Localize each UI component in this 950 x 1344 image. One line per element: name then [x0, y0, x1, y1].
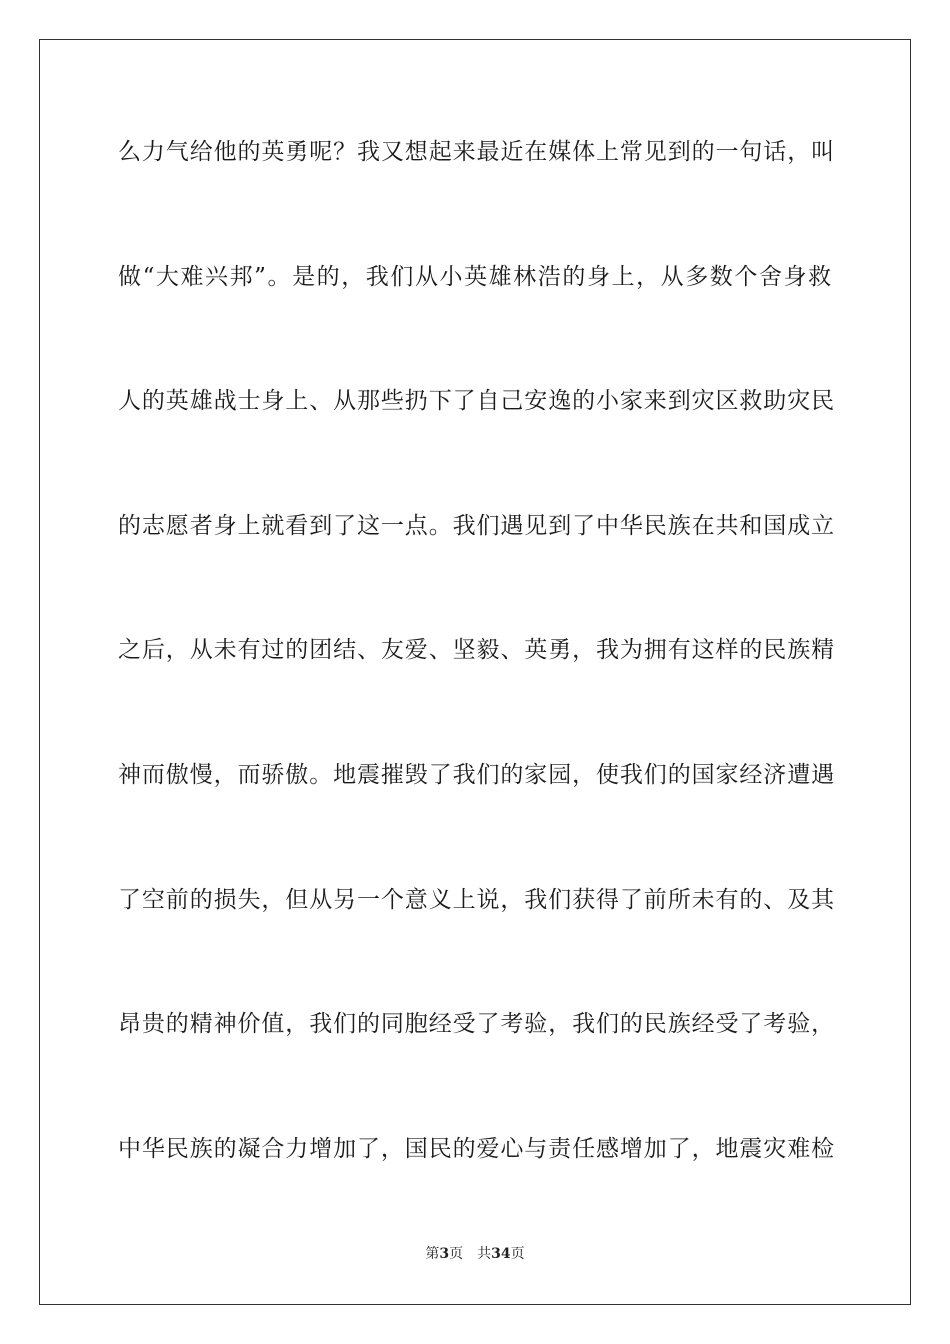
- page-prefix: 第: [425, 1246, 440, 1262]
- page-total: [477, 1246, 524, 1262]
- page-number: [425, 1246, 463, 1262]
- text-line: 的志愿者身上就看到了这一点。我们遇见到了中华民族在共和国成立: [118, 512, 835, 539]
- text-line: 么力气给他的英勇呢？我又想起来最近在媒体上常见到的一句话，叫: [118, 139, 835, 165]
- page-footer: [0, 1244, 950, 1264]
- text-line: 人的英雄战士身上、从那些扔下了自己安逸的小家来到灾区救助灾民: [118, 388, 835, 415]
- body-text: [118, 128, 835, 1249]
- text-line: 中华民族的凝合力增加了，国民的爱心与责任感增加了，地震灾难检: [118, 1135, 835, 1162]
- page-current: 3: [439, 1246, 450, 1262]
- total-prefix: 共: [477, 1246, 492, 1262]
- total-count: 34: [491, 1246, 511, 1262]
- text-line: 神而傲慢，而骄傲。地震摧毁了我们的家园，使我们的国家经济遭遇: [118, 761, 835, 788]
- text-line: 做“大难兴邦”。是的，我们从小英雄林浩的身上，从多数个舍身救: [118, 263, 832, 290]
- text-line: 之后，从未有过的团结、友爱、坚毅、英勇，我为拥有这样的民族精: [118, 637, 835, 664]
- text-line: 昂贵的精神价值，我们的同胞经受了考验，我们的民族经受了考验，: [118, 1011, 835, 1038]
- text-line: 了空前的损失，但从另一个意义上说，我们获得了前所未有的、及其: [118, 886, 835, 913]
- total-suffix: 页: [510, 1246, 525, 1262]
- page-suffix: 页: [449, 1246, 464, 1262]
